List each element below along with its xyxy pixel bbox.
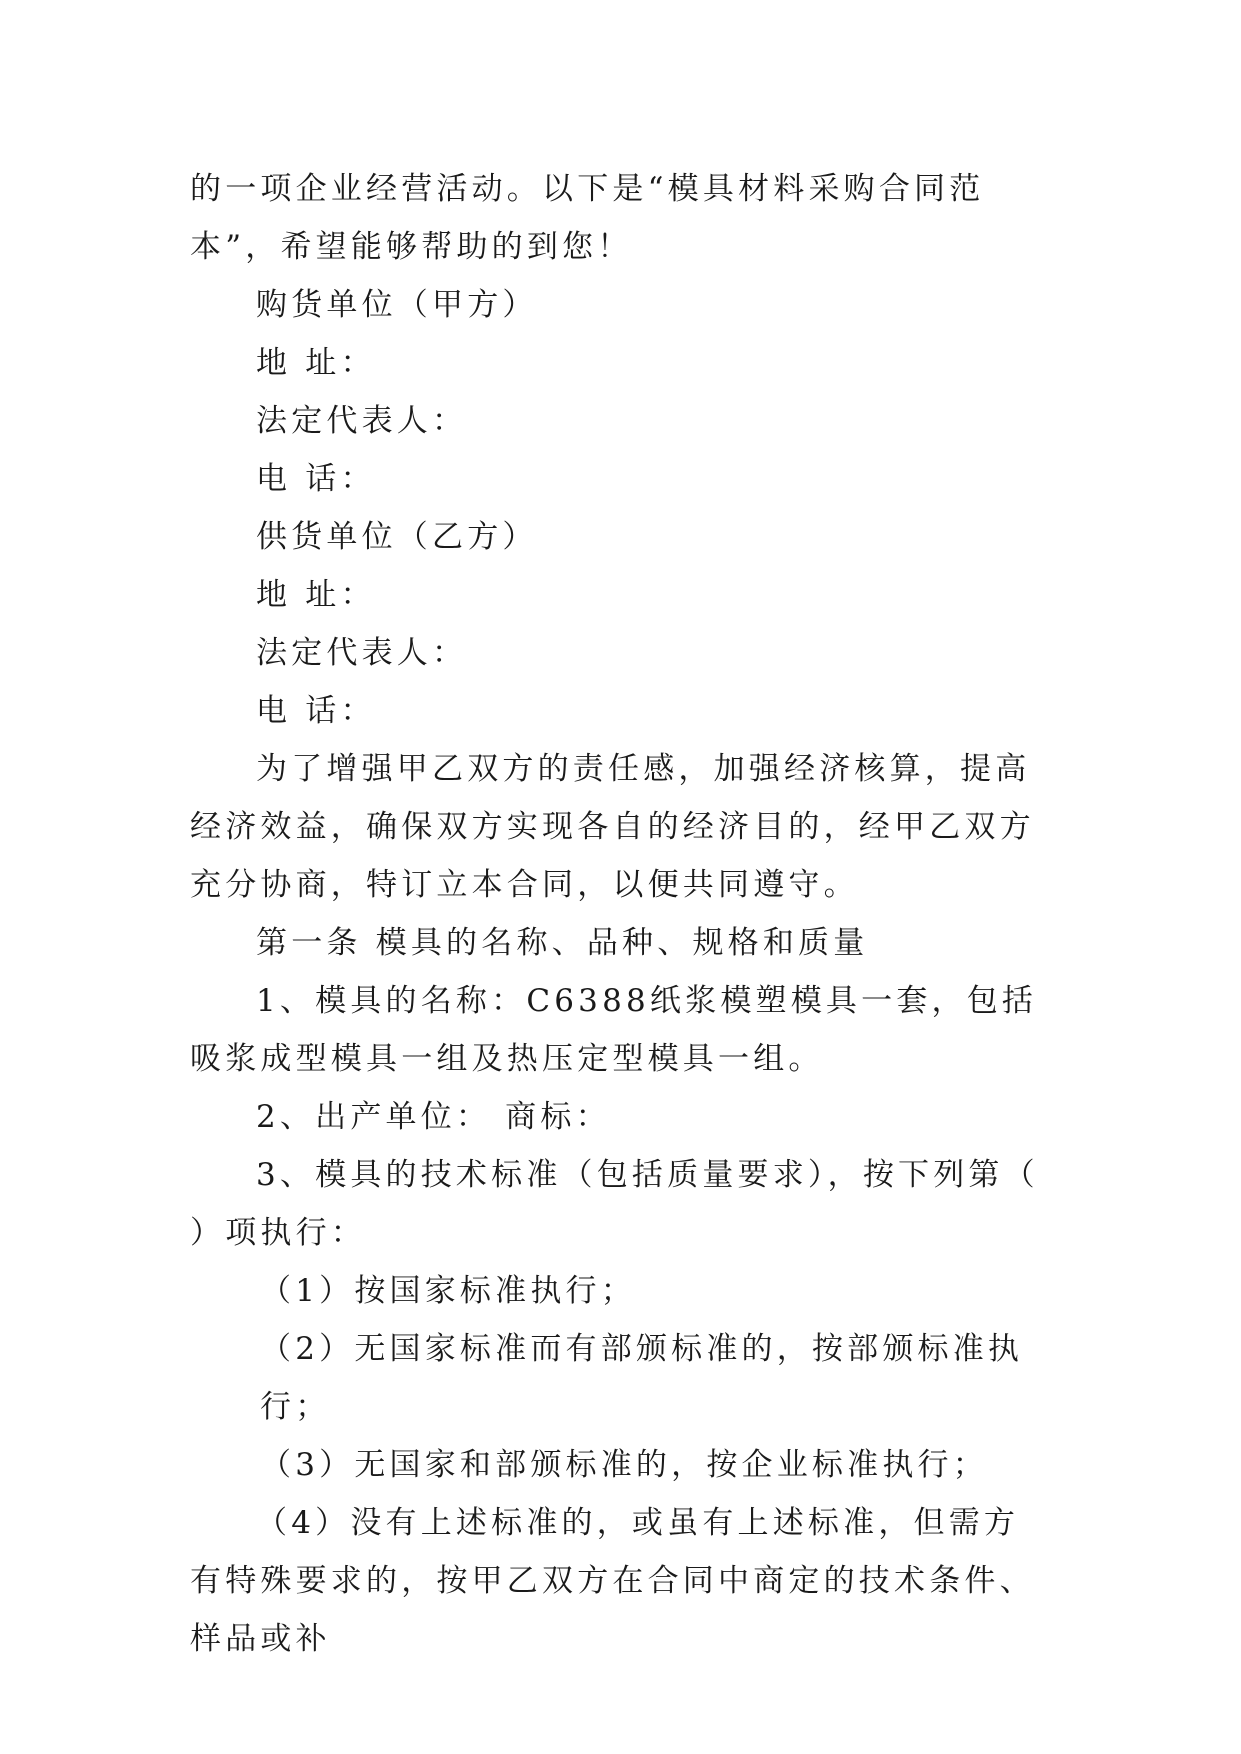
standard-option-3: （3）无国家和部颁标准的，按企业标准执行； xyxy=(260,1447,988,1483)
contract-body xyxy=(190,160,1052,1668)
supplier-phone-label: 电 话： xyxy=(256,693,376,729)
standard-option-1: （1）按国家标准执行； xyxy=(260,1273,636,1309)
buyer-address-label: 地 址： xyxy=(256,345,376,381)
buyer-phone-label: 电 话： xyxy=(256,461,376,497)
standard-option-4: （4）没有上述标准的，或虽有上述标准，但需方有特殊要求的，按甲乙双方在合同中商定的技术条件、样品或补 xyxy=(190,1505,1035,1657)
buyer-representative-label: 法定代表人： xyxy=(256,403,468,439)
supplier-representative-label: 法定代表人： xyxy=(256,635,468,671)
clause-producer: 2、出产单位： 商标： xyxy=(256,1099,611,1135)
supplier-address-label: 地 址： xyxy=(256,577,376,613)
standard-option-2: （2）无国家标准而有部颁标准的，按部颁标准执行； xyxy=(260,1331,1024,1425)
article-one-heading: 第一条 模具的名称、品种、规格和质量 xyxy=(256,925,869,961)
intro-paragraph: 的一项企业经营活动。以下是“模具材料采购合同范本”，希望能够帮助的到您！ xyxy=(190,171,985,265)
clause-technical-standard: 3、模具的技术标准（包括质量要求），按下列第（ ）项执行： xyxy=(190,1157,1039,1251)
buyer-heading: 购货单位（甲方） xyxy=(256,287,538,323)
purpose-paragraph: 为了增强甲乙双方的责任感，加强经济核算，提高经济效益，确保双方实现各自的经济目的，经甲乙双方充分协商，特订立本合同，以便共同遵守。 xyxy=(190,751,1035,903)
supplier-heading: 供货单位（乙方） xyxy=(256,519,538,555)
clause-mold-name: 1、模具的名称：C6388纸浆模塑模具一套，包括吸浆成型模具一组及热压定型模具一组。 xyxy=(190,983,1038,1077)
